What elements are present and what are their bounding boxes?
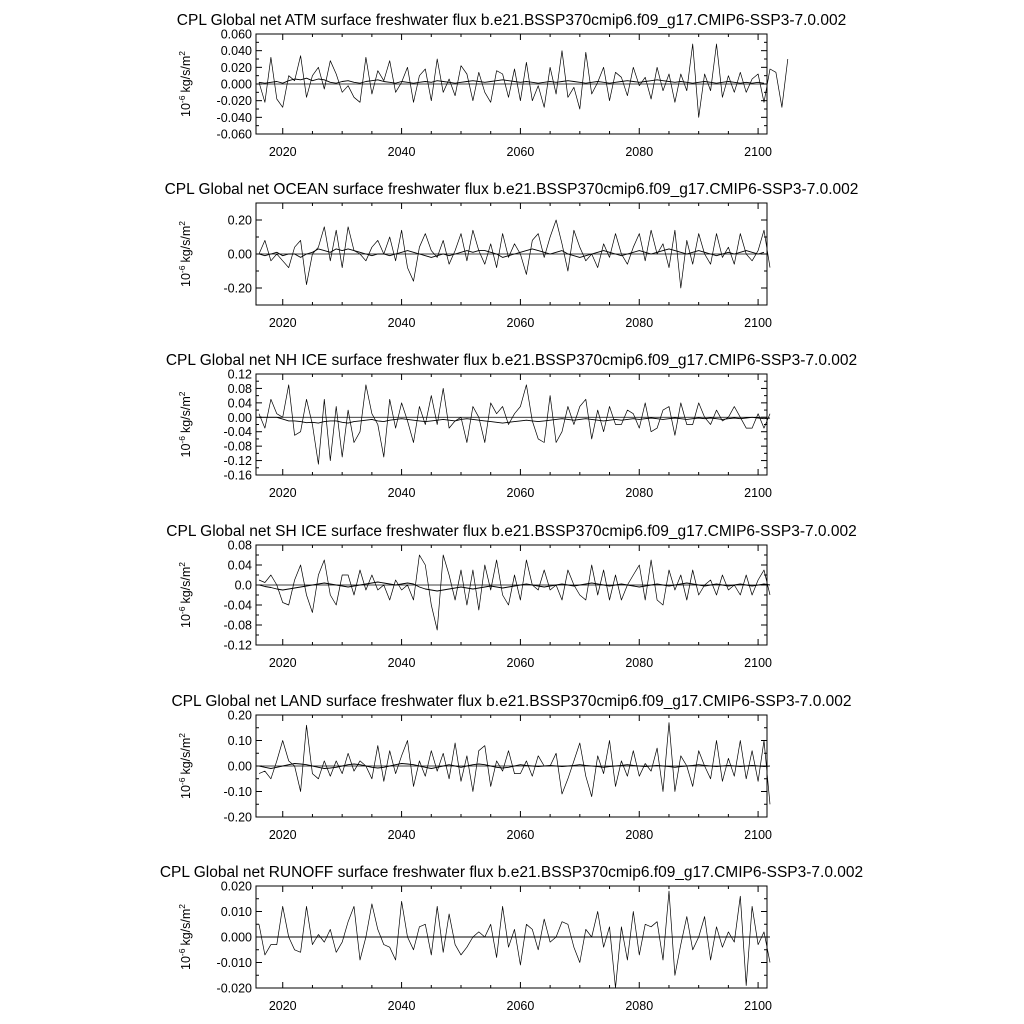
chart-title: CPL Global net ATM surface freshwater flux b.e21.BSSP370cmip6.f09_g17.CMIP6-SSP3-7.0.002	[176, 12, 847, 29]
x-tick-label: 2060	[506, 999, 535, 1013]
y-axis-label-unit-exp: 2	[177, 561, 187, 567]
y-axis-label	[177, 733, 193, 799]
x-tick-label: 2020	[268, 999, 297, 1013]
y-tick-label: 0.010	[220, 905, 252, 919]
x-tick-label: 2060	[506, 828, 535, 842]
y-tick-label: 0.020	[220, 60, 252, 75]
series-line-1	[259, 891, 770, 988]
y-tick-label: -0.20	[223, 281, 252, 296]
y-tick-label: -0.020	[216, 981, 252, 996]
x-tick-label: 2060	[506, 316, 535, 330]
chart-title: CPL Global net LAND surface freshwater flux b.e21.BSSP370cmip6.f09_g17.CMIP6-SSP3-7.0.002	[171, 693, 852, 710]
y-axis-label-unit: kg/s/m	[179, 396, 193, 434]
y-tick-label: 0.04	[227, 396, 252, 411]
y-axis-label-base: 10	[179, 956, 193, 971]
x-tick-label: 2060	[506, 656, 535, 670]
y-axis-label-unit-exp: 2	[177, 220, 187, 226]
y-axis-label-base: 10	[179, 443, 193, 458]
y-axis-label-unit-exp: 2	[177, 391, 187, 397]
y-axis-label-unit-exp: 2	[177, 50, 187, 56]
y-axis-label-unit: kg/s/m	[179, 566, 193, 604]
x-tick-label: 2040	[387, 656, 416, 670]
y-tick-label: 0.20	[227, 213, 252, 228]
y-axis-label	[177, 562, 193, 628]
x-tick-label: 2020	[268, 656, 297, 670]
y-tick-label: 0.040	[220, 44, 252, 59]
x-tick-label: 2100	[744, 999, 772, 1013]
y-tick-label: 0.020	[220, 879, 252, 894]
x-tick-label: 2040	[387, 145, 416, 159]
y-axis-label-exp: -6	[177, 777, 187, 786]
y-axis-label	[177, 904, 193, 970]
x-tick-label: 2100	[744, 486, 772, 500]
y-axis-label-exp: -6	[177, 948, 187, 957]
y-tick-label: 0.00	[227, 247, 252, 262]
x-tick-label: 2040	[387, 828, 416, 842]
x-tick-label: 2100	[744, 145, 772, 159]
x-tick-label: 2020	[268, 145, 297, 159]
series-line-1	[259, 44, 788, 117]
y-tick-label: -0.16	[223, 468, 252, 483]
plot-frame	[256, 545, 767, 645]
y-tick-label: 0.12	[227, 367, 252, 382]
chart-panel	[177, 12, 846, 159]
chart-panel	[171, 693, 851, 842]
chart-panel	[166, 523, 856, 670]
y-tick-label: 0.08	[227, 538, 252, 553]
y-tick-label: -0.020	[216, 94, 252, 109]
x-tick-label: 2060	[506, 486, 535, 500]
y-tick-label: -0.060	[216, 127, 252, 142]
y-axis-label-unit-exp: 2	[177, 732, 187, 738]
chart-title: CPL Global net RUNOFF surface freshwater flux b.e21.BSSP370cmip6.f09_g17.CMIP6-SSP3-7.0.002	[159, 864, 864, 881]
y-tick-label: -0.08	[223, 439, 252, 454]
y-axis-label-exp: -6	[177, 95, 187, 104]
chart-title: CPL Global net SH ICE surface freshwater flux b.e21.BSSP370cmip6.f09_g17.CMIP6-SSP3-7.0.002	[166, 523, 857, 540]
y-axis-label	[177, 51, 193, 117]
y-axis-label-unit: kg/s/m	[179, 55, 193, 93]
y-tick-label: -0.10	[223, 785, 252, 799]
y-tick-label: 0.10	[227, 734, 252, 748]
x-tick-label: 2060	[506, 145, 535, 159]
series-line-1	[259, 555, 770, 630]
x-tick-label: 2080	[625, 828, 654, 842]
x-tick-label: 2080	[625, 316, 654, 330]
series-line-1	[259, 385, 770, 464]
chart-panel	[166, 352, 857, 500]
chart-title: CPL Global net OCEAN surface freshwater flux b.e21.BSSP370cmip6.f09_g17.CMIP6-SSP3-7.0.002	[164, 181, 859, 198]
y-tick-label: 0.00	[227, 410, 252, 425]
y-axis-label-unit: kg/s/m	[179, 908, 193, 946]
y-tick-label: 0.000	[220, 77, 252, 92]
x-tick-label: 2080	[625, 145, 654, 159]
x-tick-label: 2020	[268, 316, 297, 330]
y-tick-label: -0.010	[216, 956, 252, 970]
x-tick-label: 2020	[268, 828, 297, 842]
y-axis-label-base: 10	[179, 614, 193, 629]
y-tick-label: 0.0	[234, 578, 252, 593]
y-tick-label: -0.04	[223, 425, 252, 440]
x-tick-label: 2040	[387, 999, 416, 1013]
y-tick-label: -0.12	[223, 638, 252, 653]
x-tick-label: 2100	[744, 828, 772, 842]
y-axis-label-unit-exp: 2	[177, 903, 187, 909]
series-line-1	[259, 723, 770, 805]
y-tick-label: -0.040	[216, 110, 252, 125]
y-tick-label: -0.08	[223, 618, 252, 633]
y-tick-label: -0.20	[223, 810, 252, 825]
x-tick-label: 2040	[387, 486, 416, 500]
y-axis-label-base: 10	[179, 103, 193, 118]
y-tick-label: 0.04	[227, 558, 252, 573]
series-line-2	[259, 582, 770, 591]
y-axis-label-exp: -6	[177, 436, 187, 444]
chart-panel	[160, 864, 863, 1013]
y-axis-label-exp: -6	[177, 606, 187, 615]
x-tick-label: 2040	[387, 316, 416, 330]
x-tick-label: 2020	[268, 486, 297, 500]
y-axis-label-unit: kg/s/m	[179, 225, 193, 263]
y-axis-label	[177, 391, 193, 457]
y-tick-label: -0.04	[223, 598, 252, 613]
y-axis-label-base: 10	[179, 785, 193, 800]
y-tick-label: 0.000	[220, 930, 252, 945]
y-tick-label: 0.00	[227, 759, 252, 774]
y-tick-label: 0.20	[227, 708, 252, 723]
y-axis-label-exp: -6	[177, 265, 187, 274]
y-tick-label: -0.12	[223, 454, 252, 469]
x-tick-label: 2100	[744, 656, 772, 670]
y-axis-label-base: 10	[179, 273, 193, 288]
y-axis-label	[177, 221, 193, 287]
y-axis-label-unit: kg/s/m	[179, 737, 193, 775]
chart-panel	[165, 181, 859, 330]
y-tick-label: 0.08	[227, 381, 252, 396]
x-tick-label: 2080	[625, 656, 654, 670]
y-tick-label: 0.060	[220, 27, 252, 42]
x-tick-label: 2080	[625, 999, 654, 1013]
x-tick-label: 2080	[625, 486, 654, 500]
chart-title: CPL Global net NH ICE surface freshwater flux b.e21.BSSP370cmip6.f09_g17.CMIP6-SSP3-7.0.002	[165, 352, 858, 369]
x-tick-label: 2100	[744, 316, 772, 330]
